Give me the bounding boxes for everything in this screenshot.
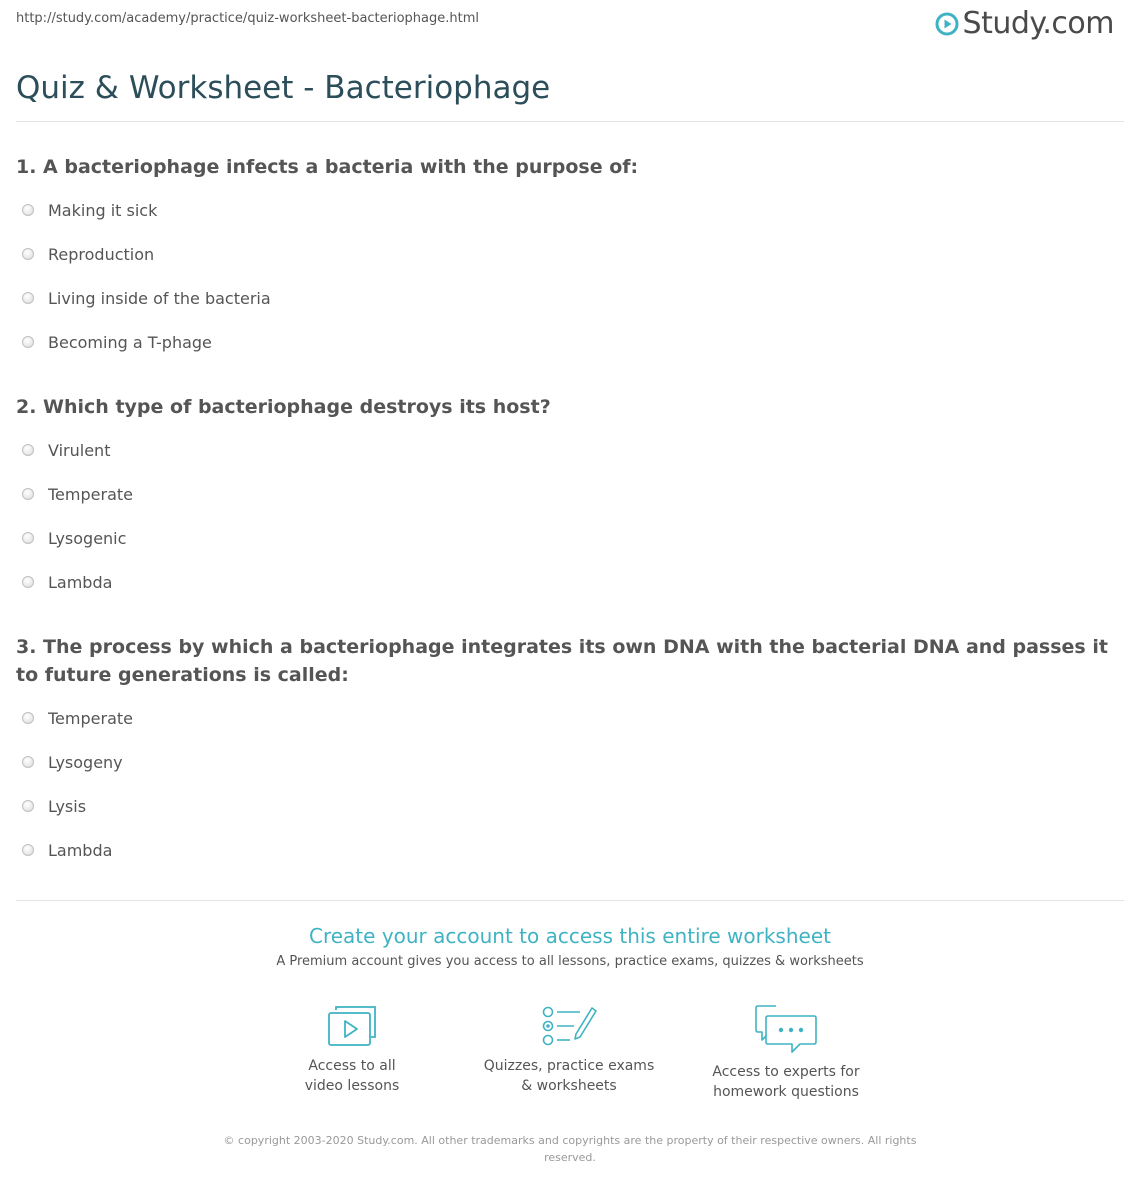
option-label: Temperate — [48, 484, 133, 504]
option-label: Lysogenic — [48, 528, 127, 548]
feature-label-line1: Access to all — [308, 1058, 396, 1074]
page-url: http://study.com/academy/practice/quiz-worksheet-bacteriophage.html — [16, 11, 480, 26]
radio-button[interactable] — [22, 576, 34, 588]
study-logo[interactable] — [935, 6, 1114, 42]
logo-text: Study.com — [962, 6, 1114, 41]
radio-button[interactable] — [22, 292, 34, 304]
radio-button[interactable] — [22, 532, 34, 544]
option-label: Reproduction — [48, 244, 155, 264]
radio-button[interactable] — [22, 444, 34, 456]
feature-video-lessons — [252, 1004, 452, 1096]
feature-label-line1: Quizzes, practice exams — [483, 1058, 655, 1074]
radio-button[interactable] — [22, 204, 34, 216]
question-3-option-4[interactable] — [22, 839, 112, 861]
radio-button[interactable] — [22, 844, 34, 856]
option-label: Virulent — [48, 440, 111, 460]
video-lessons-icon — [326, 1004, 378, 1048]
radio-button[interactable] — [22, 336, 34, 348]
radio-button[interactable] — [22, 248, 34, 260]
question-1-option-4[interactable] — [22, 331, 212, 353]
option-label: Lambda — [48, 840, 113, 860]
question-2-option-4[interactable] — [22, 571, 112, 593]
option-label: Lambda — [48, 572, 113, 592]
question-2-option-1[interactable] — [22, 439, 110, 461]
section-divider — [16, 900, 1124, 901]
chat-bubbles-icon — [754, 1004, 818, 1054]
option-label: Lysogeny — [48, 752, 123, 772]
quiz-checklist-icon — [540, 1004, 598, 1048]
title-divider — [16, 121, 1124, 122]
cta-subtitle: A Premium account gives you access to all lessons, practice exams, quizzes & worksheets — [276, 954, 864, 969]
option-label: Becoming a T-phage — [48, 332, 212, 352]
question-3-option-3[interactable] — [22, 795, 86, 817]
radio-button[interactable] — [22, 488, 34, 500]
feature-label-line2: homework questions — [713, 1084, 859, 1100]
question-1-title: 1. A bacteriophage infects a bacteria with the purpose of: — [16, 156, 639, 178]
question-1-option-3[interactable] — [22, 287, 271, 309]
radio-button[interactable] — [22, 712, 34, 724]
radio-button[interactable] — [22, 800, 34, 812]
question-1-option-1[interactable] — [22, 199, 157, 221]
question-3-option-1[interactable] — [22, 707, 133, 729]
option-label: Living inside of the bacteria — [48, 288, 271, 308]
cta-title-link[interactable]: Create your account to access this entire worksheet — [309, 924, 831, 948]
feature-label-line2: & worksheets — [521, 1078, 617, 1094]
question-2-option-2[interactable] — [22, 483, 133, 505]
question-2-option-3[interactable] — [22, 527, 126, 549]
feature-experts — [686, 1004, 886, 1102]
radio-button[interactable] — [22, 756, 34, 768]
option-label: Temperate — [48, 708, 133, 728]
question-2-title: 2. Which type of bacteriophage destroys its host? — [16, 396, 551, 418]
feature-quizzes — [469, 1004, 669, 1096]
play-logo-icon — [935, 12, 959, 36]
copyright-text: © copyright 2003-2020 Study.com. All other trademarks and copyrights are the property of their respective owners. All rights reserved. — [223, 1134, 917, 1164]
option-label: Making it sick — [48, 200, 158, 220]
question-3-title: 3. The process by which a bacteriophage integrates its own DNA with the bacterial DNA and passes it to future generations is called: — [16, 636, 1108, 686]
option-label: Lysis — [48, 796, 87, 816]
question-3-option-2[interactable] — [22, 751, 123, 773]
question-1-option-2[interactable] — [22, 243, 154, 265]
page-title: Quiz & Worksheet - Bacteriophage — [16, 70, 551, 106]
feature-label-line2: video lessons — [304, 1078, 400, 1094]
feature-label-line1: Access to experts for — [712, 1064, 860, 1080]
